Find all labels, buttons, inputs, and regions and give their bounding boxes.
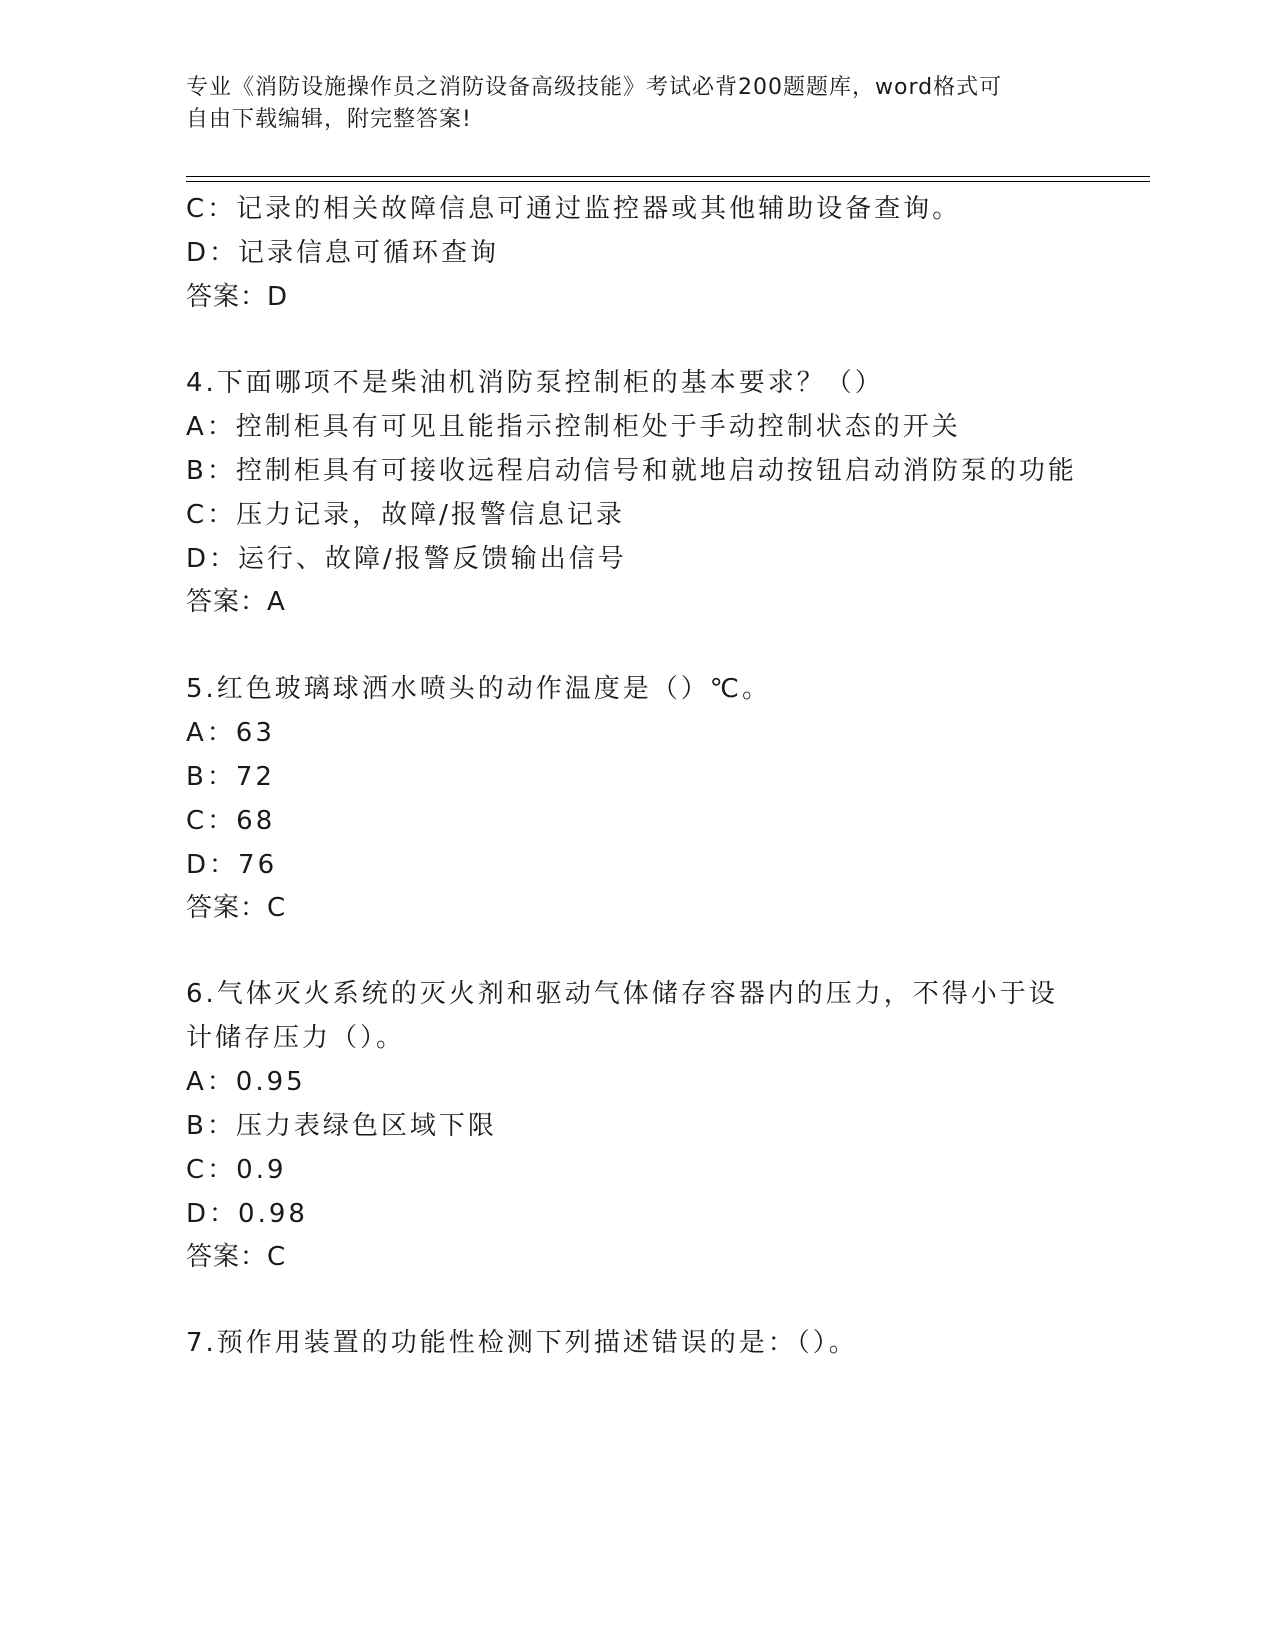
header-divider-bottom xyxy=(186,181,1150,182)
header-line-1: 专业《消防设施操作员之消防设备高级技能》考试必背200题题库，word格式可 xyxy=(186,75,1003,100)
answer: 答案：C xyxy=(186,893,287,923)
option-c: C：压力记录，故障/报警信息记录 xyxy=(186,500,625,530)
option-d: D：76 xyxy=(186,850,278,880)
option-d: D：记录信息可循环查询 xyxy=(186,238,500,268)
answer: 答案：D xyxy=(186,282,289,312)
question-stem: 7.预作用装置的功能性检测下列描述错误的是：（）。 xyxy=(186,1328,858,1358)
option-c: C：68 xyxy=(186,806,276,836)
header-line-2: 自由下载编辑，附完整答案! xyxy=(186,107,472,132)
option-a: A：0.95 xyxy=(186,1067,306,1097)
question-stem-continuation: 计储存压力（）。 xyxy=(186,1023,406,1053)
option-d: D：运行、故障/报警反馈输出信号 xyxy=(186,544,627,574)
option-a: A：控制柜具有可见且能指示控制柜处于手动控制状态的开关 xyxy=(186,412,961,442)
option-d: D：0.98 xyxy=(186,1199,308,1229)
option-c: C：0.9 xyxy=(186,1155,287,1185)
question-stem: 4.下面哪项不是柴油机消防泵控制柜的基本要求？（） xyxy=(186,368,884,398)
option-b: B：72 xyxy=(186,762,275,792)
answer: 答案：C xyxy=(186,1242,287,1272)
option-b: B：控制柜具有可接收远程启动信号和就地启动按钮启动消防泵的功能 xyxy=(186,456,1077,486)
question-stem: 5.红色玻璃球洒水喷头的动作温度是（）℃。 xyxy=(186,674,772,704)
option-b: B：压力表绿色区域下限 xyxy=(186,1111,497,1141)
header-divider-top xyxy=(186,176,1150,177)
question-stem: 6.气体灭火系统的灭火剂和驱动气体储存容器内的压力，不得小于设 xyxy=(186,979,1058,1009)
option-c: C：记录的相关故障信息可通过监控器或其他辅助设备查询。 xyxy=(186,194,962,224)
answer: 答案：A xyxy=(186,587,286,617)
document-header xyxy=(186,72,1066,136)
option-a: A：63 xyxy=(186,718,275,748)
